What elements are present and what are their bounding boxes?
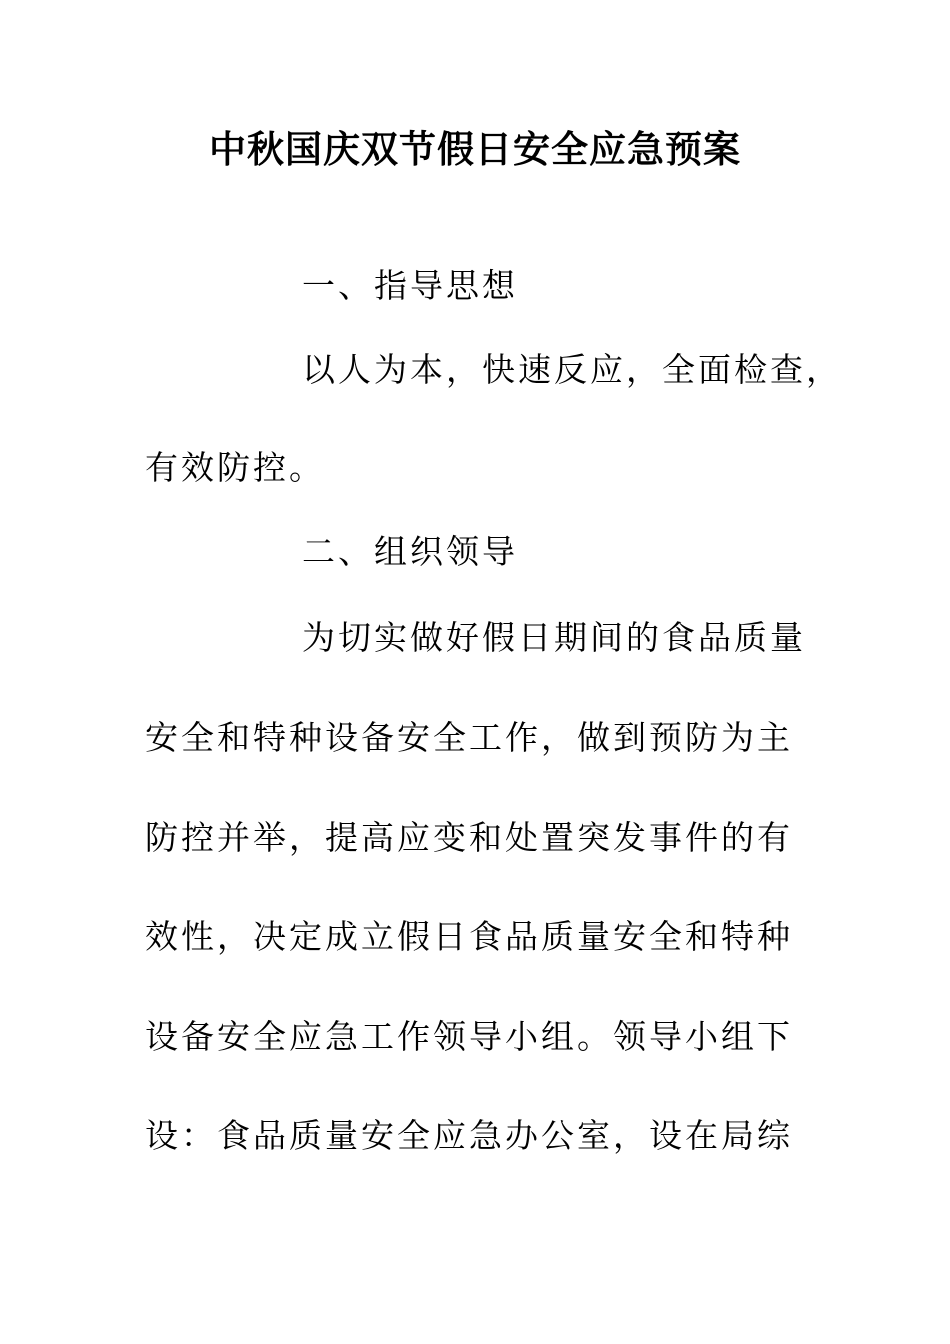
paragraph-line: 安全和特种设备安全工作，做到预防为主 (145, 718, 793, 757)
paragraph-line: 效性，决定成立假日食品质量安全和特种 (145, 917, 793, 956)
paragraph-line: 防控并举，提高应变和处置突发事件的有 (145, 818, 793, 857)
document-title: 中秋国庆双节假日安全应急预案 (209, 128, 741, 171)
paragraph-line: 设：食品质量安全应急办公室，设在局综 (145, 1116, 793, 1155)
section-heading-1: 一、指导思想 (302, 266, 518, 305)
paragraph-line: 设备安全应急工作领导小组。领导小组下 (145, 1017, 793, 1056)
paragraph-line: 有效防控。 (145, 448, 325, 487)
paragraph-line: 为切实做好假日期间的食品质量 (302, 618, 806, 657)
section-heading-2: 二、组织领导 (302, 532, 518, 571)
paragraph-line: 以人为本，快速反应，全面检查， (302, 350, 842, 389)
